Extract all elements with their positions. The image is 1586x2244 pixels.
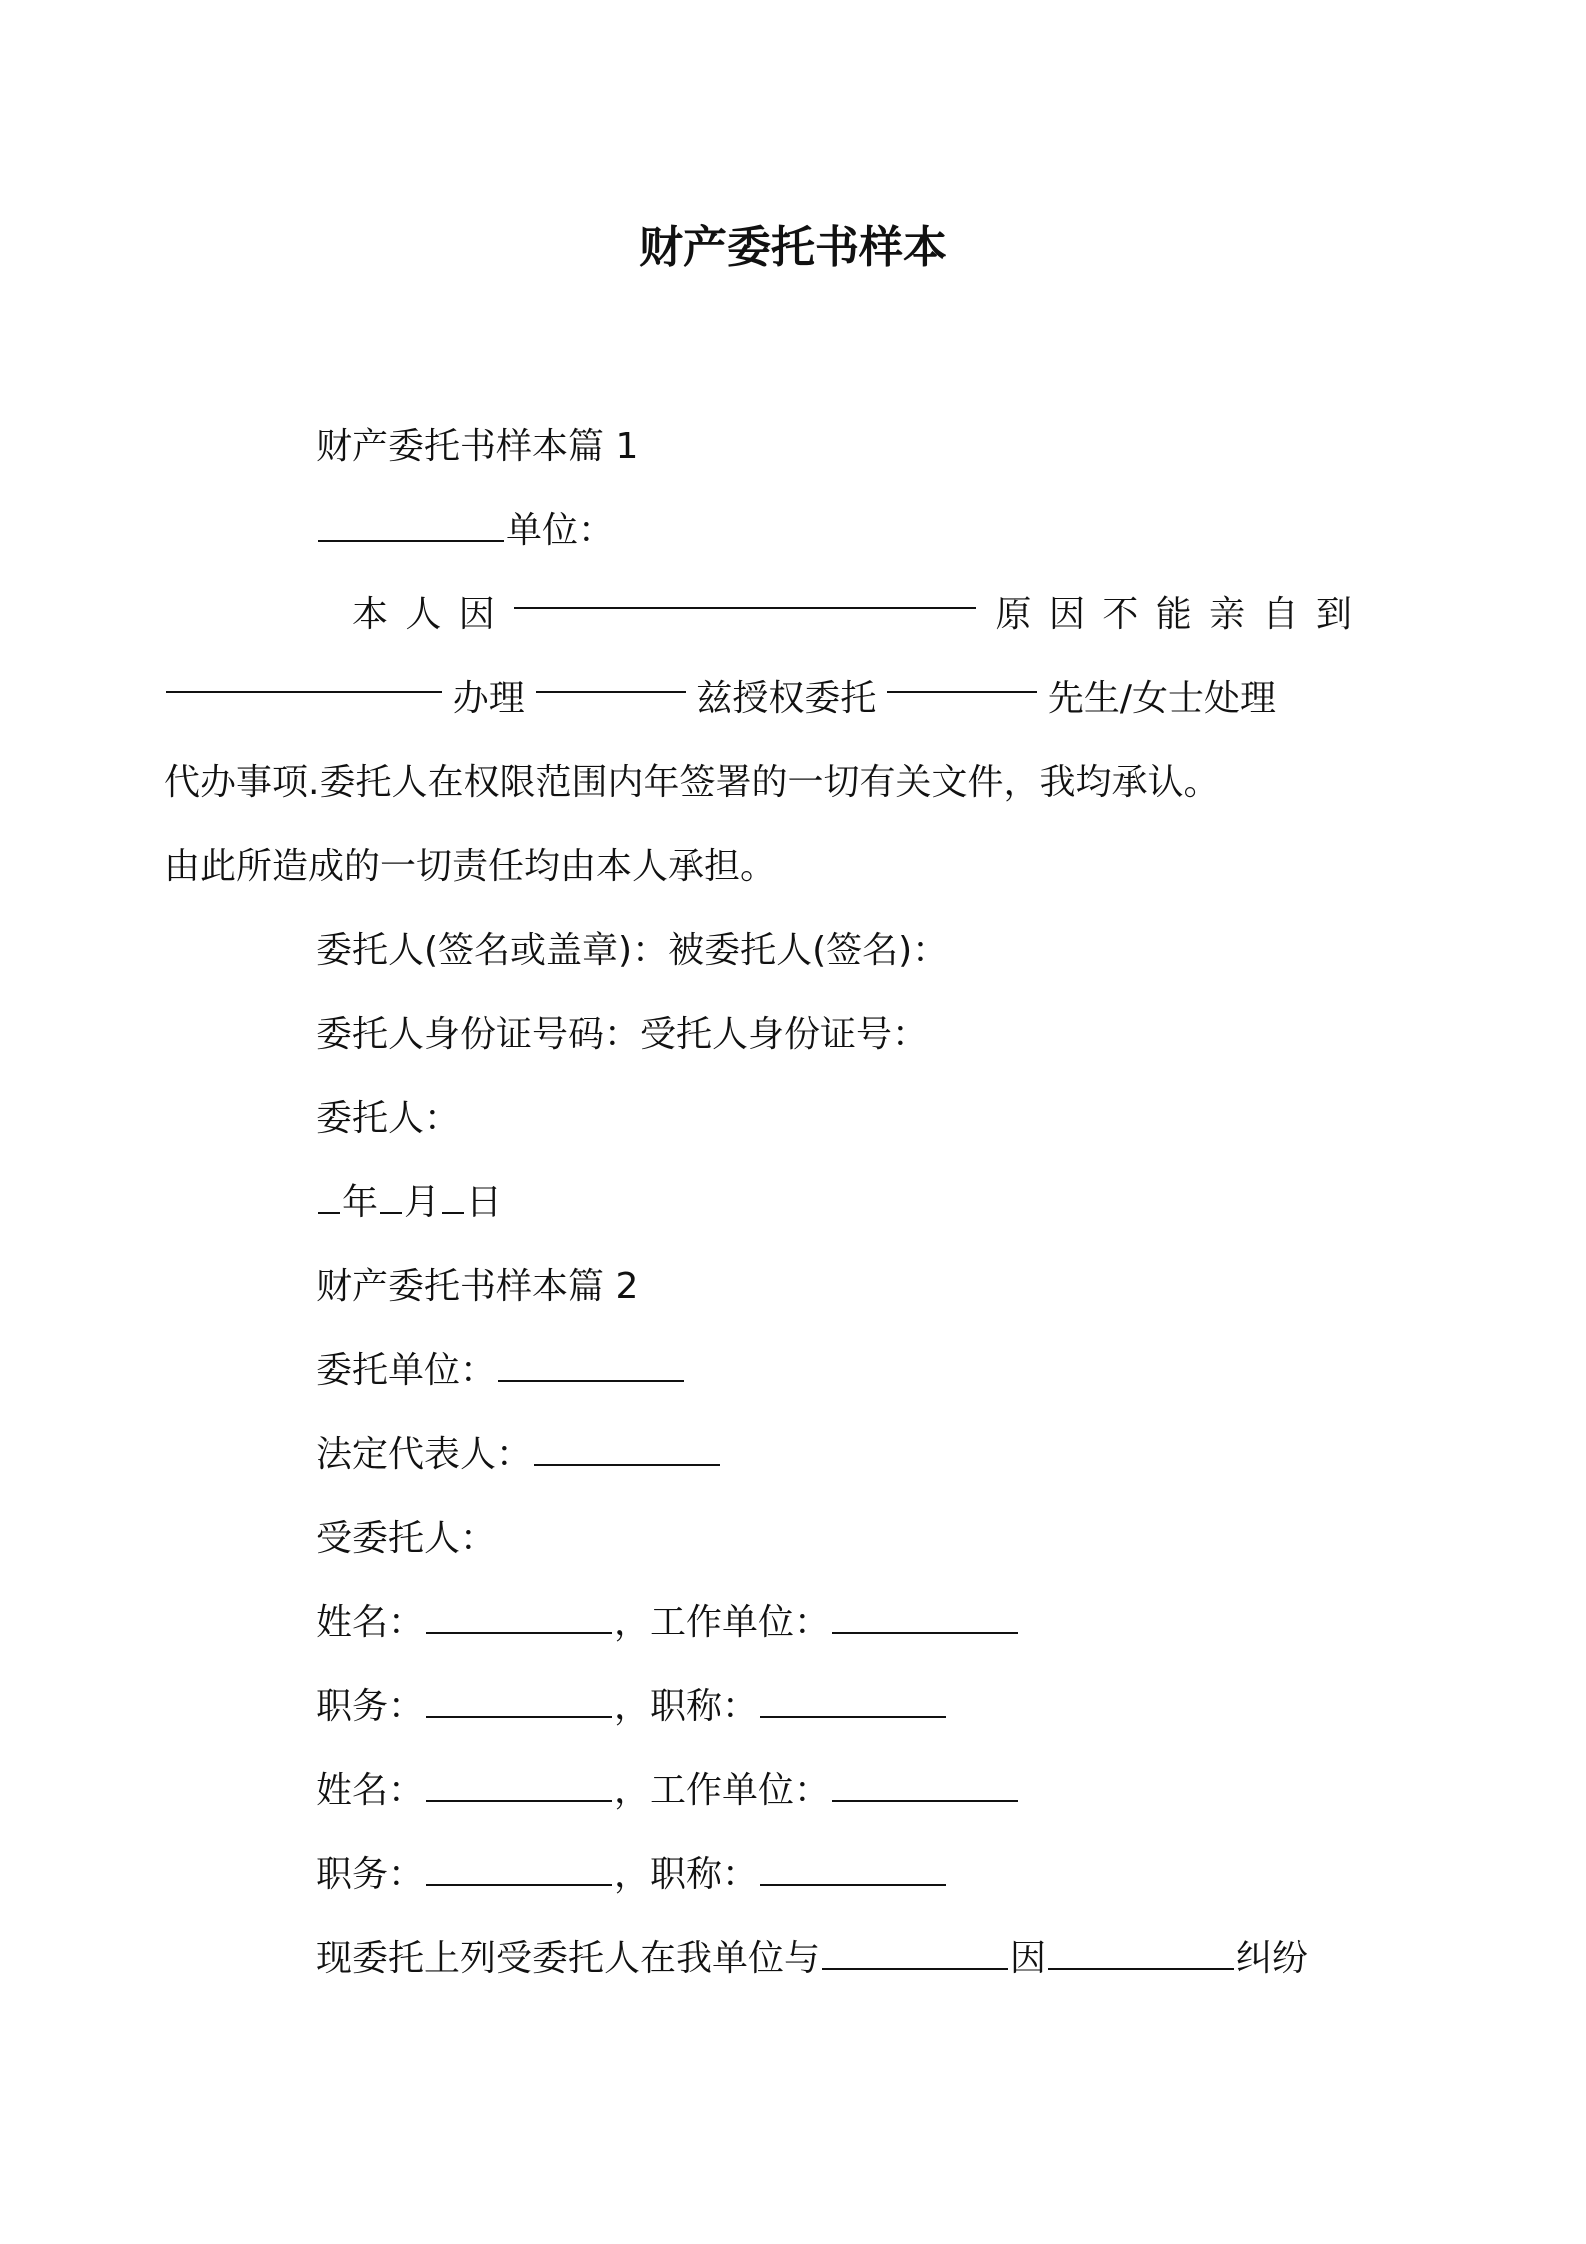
- work-unit-label: ，工作单位：: [614, 1770, 831, 1811]
- date-line: [240, 1161, 1352, 1245]
- blank-field: [426, 1766, 612, 1802]
- char: 因: [1048, 594, 1085, 635]
- unit-line: [240, 489, 1352, 573]
- final-text-b: 因: [1010, 1938, 1047, 1979]
- blank-field: [760, 1850, 946, 1886]
- name-label: 姓名：: [316, 1602, 425, 1643]
- principal-line: 委托人：: [316, 1098, 461, 1139]
- blank-field: [318, 506, 504, 542]
- position-label: 职务：: [316, 1686, 425, 1727]
- unit-label: 单位：: [506, 510, 615, 551]
- entrusting-unit-line: [240, 1329, 1352, 1413]
- document-title: 财产委托书样本: [639, 222, 947, 273]
- blank-field: [318, 1178, 340, 1214]
- final-text-c: 纠纷: [1236, 1938, 1309, 1979]
- char: 自: [1262, 594, 1299, 635]
- trustee-position-line-1: [240, 1665, 1352, 1749]
- title-label: ，职称：: [614, 1686, 759, 1727]
- char: 亲: [1209, 594, 1246, 635]
- position-label: 职务：: [316, 1854, 425, 1895]
- paragraph-line-4: 由此所造成的一切责任均由本人承担。: [164, 846, 777, 887]
- legal-rep-line: [240, 1413, 1352, 1497]
- blank-field: [832, 1598, 1018, 1634]
- final-paragraph-line: [240, 1917, 1352, 2001]
- blank-field: [426, 1850, 612, 1886]
- trustee-line: 受委托人：: [316, 1518, 497, 1559]
- entrusting-unit-label: 委托单位：: [316, 1350, 497, 1391]
- blank-field: [380, 1178, 402, 1214]
- paragraph-line-1: [240, 573, 1352, 657]
- date-year: 年: [342, 1182, 379, 1223]
- blank-field: [760, 1682, 946, 1718]
- blank-field: [887, 657, 1037, 693]
- blank-field: [442, 1178, 464, 1214]
- paragraph-line-2: [164, 657, 1276, 741]
- trustee-name-line-2: [240, 1749, 1352, 1833]
- blank-field: [166, 657, 442, 693]
- section2-heading: 财产委托书样本篇 2: [316, 1266, 639, 1307]
- char: 本: [352, 594, 389, 635]
- blank-field: [832, 1766, 1018, 1802]
- paragraph-line-3: 代办事项.委托人在权限范围内年签署的一切有关文件，我均承认。: [164, 762, 1220, 803]
- blank-field: [534, 1430, 720, 1466]
- char: 到: [1315, 594, 1352, 635]
- blank-field: [536, 657, 686, 693]
- work-unit-label: ，工作单位：: [614, 1602, 831, 1643]
- char: 人: [405, 594, 442, 635]
- blank-field: [426, 1682, 612, 1718]
- blank-field: [822, 1934, 1008, 1970]
- char: 原: [995, 594, 1032, 635]
- name-label: 姓名：: [316, 1770, 425, 1811]
- blank-field: [426, 1598, 612, 1634]
- char: 不: [1102, 594, 1139, 635]
- section1-heading: 财产委托书样本篇 1: [316, 426, 639, 467]
- mr-ms-text: 先生/女士处理: [1047, 678, 1276, 719]
- char: 因: [458, 594, 495, 635]
- handle-text: 办理: [452, 678, 525, 719]
- blank-field: [1048, 1934, 1234, 1970]
- char: 能: [1155, 594, 1192, 635]
- blank-field: [498, 1346, 684, 1382]
- date-month: 月: [404, 1182, 441, 1223]
- document-body: [164, 405, 1352, 2001]
- signature-line: 委托人(签名或盖章)：被委托人(签名)：: [316, 930, 949, 971]
- final-text-a: 现委托上列受委托人在我单位与: [316, 1938, 821, 1979]
- date-day: 日: [466, 1182, 503, 1223]
- id-number-line: 委托人身份证号码：受托人身份证号：: [316, 1014, 929, 1055]
- legal-rep-label: 法定代表人：: [316, 1434, 533, 1475]
- blank-field: [514, 573, 976, 609]
- title-label: ，职称：: [614, 1854, 759, 1895]
- trustee-name-line-1: [240, 1581, 1352, 1665]
- authorize-text: 兹授权委托: [696, 678, 877, 719]
- trustee-position-line-2: [240, 1833, 1352, 1917]
